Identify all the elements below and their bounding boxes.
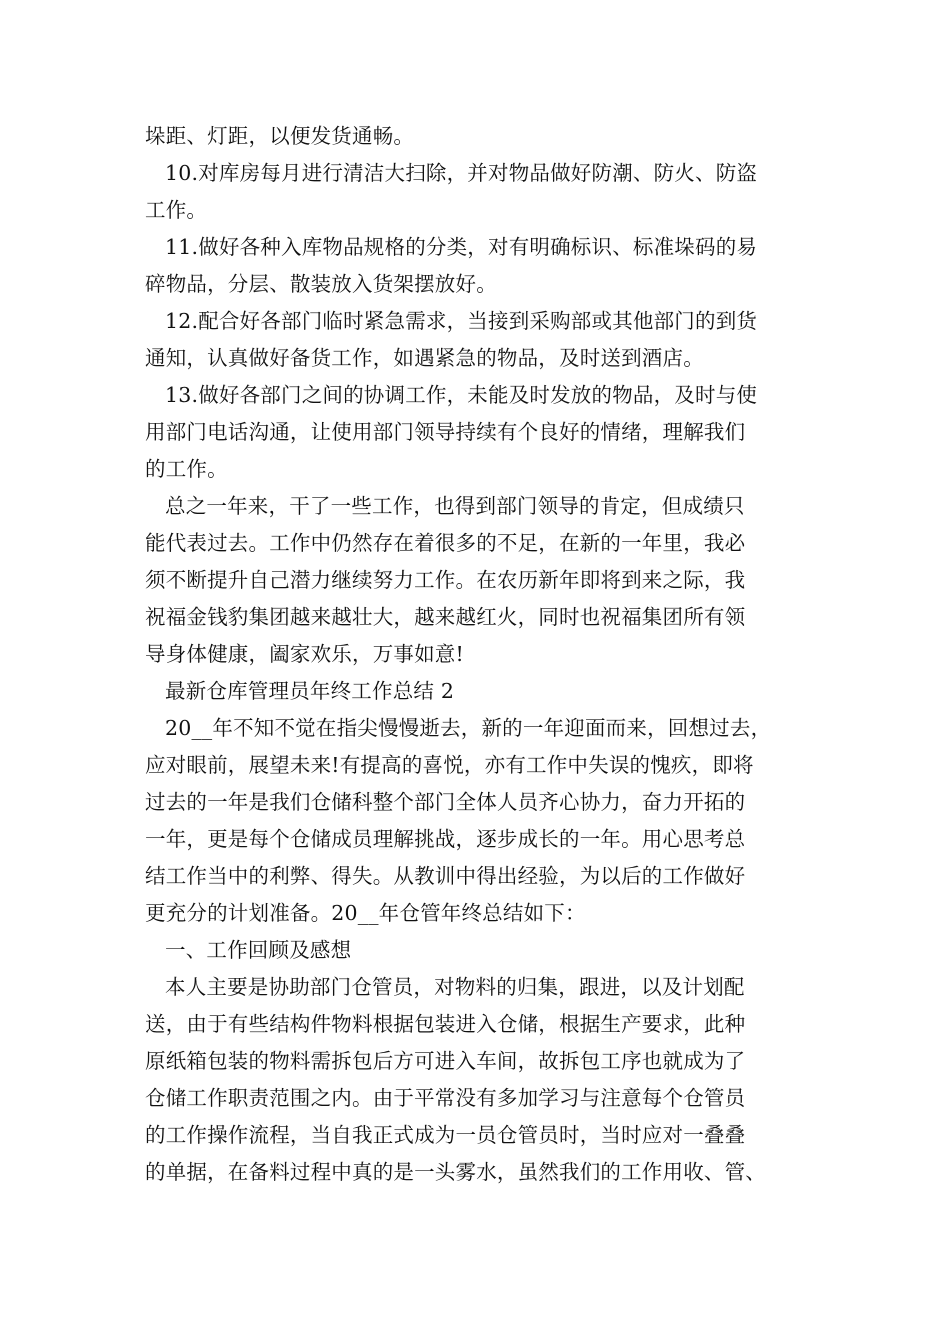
text-line: 本人主要是协助部门仓管员，对物料的归集，跟进，以及计划配 — [165, 975, 745, 999]
text-line: 12.配合好各部门临时紧急需求，当接到采购部或其他部门的到货 — [165, 309, 758, 333]
document-body — [145, 118, 825, 1191]
text-line: 结工作当中的利弊、得失。从教训中得出经验，为以后的工作做好 — [145, 864, 746, 888]
text-line: 送，由于有些结构件物料根据包装进入仓储，根据生产要求，此种 — [145, 1012, 746, 1036]
text-line: 13.做好各部门之间的协调工作，未能及时发放的物品，及时与使 — [165, 383, 758, 407]
text-line: 仓储工作职责范围之内。由于平常没有多加学习与注意每个仓管员 — [145, 1086, 746, 1110]
text-line: 须不断提升自己潜力继续努力工作。在农历新年即将到来之际，我 — [145, 568, 746, 592]
text-line: 工作。 — [145, 198, 208, 222]
text-line: 11.做好各种入库物品规格的分类，对有明确标识、标准垛码的易 — [165, 235, 758, 259]
text-line: 祝福金钱豹集团越来越壮大，越来越红火，同时也祝福集团所有领 — [145, 605, 746, 629]
text-line: 总之一年来，干了一些工作，也得到部门领导的肯定，但成绩只 — [165, 494, 745, 518]
subsection-heading: 一、工作回顾及感想 — [165, 938, 352, 962]
section-heading: 最新仓库管理员年终工作总结 2 — [165, 679, 455, 703]
text-line: 的工作操作流程，当自我正式成为一员仓管员时，当时应对一叠叠 — [145, 1123, 746, 1147]
text-line: 的单据，在备料过程中真的是一头雾水，虽然我们的工作用收、管、 — [145, 1160, 766, 1184]
text-line: 更充分的计划准备。20__年仓管年终总结如下： — [145, 901, 586, 925]
text-line: 通知，认真做好备货工作，如遇紧急的物品，及时送到酒店。 — [145, 346, 704, 370]
text-line: 原纸箱包装的物料需拆包后方可进入车间，故拆包工序也就成为了 — [145, 1049, 746, 1073]
text-line: 一年，更是每个仓储成员理解挑战，逐步成长的一年。用心思考总 — [145, 827, 746, 851]
text-line: 的工作。 — [145, 457, 228, 481]
text-line: 用部门电话沟通，让使用部门领导持续有个良好的情绪，理解我们 — [145, 420, 746, 444]
text-line: 10.对库房每月进行清洁大扫除，并对物品做好防潮、防火、防盗 — [165, 161, 758, 185]
text-line: 能代表过去。工作中仍然存在着很多的不足，在新的一年里，我必 — [145, 531, 746, 555]
text-line: 垛距、灯距，以便发货通畅。 — [145, 124, 415, 148]
text-line: 碎物品，分层、散装放入货架摆放好。 — [145, 272, 497, 296]
text-line: 过去的一年是我们仓储科整个部门全体人员齐心协力，奋力开拓的 — [145, 790, 746, 814]
text-line: 导身体健康，阖家欢乐，万事如意! — [145, 642, 464, 666]
text-line: 20__年不知不觉在指尖慢慢逝去，新的一年迎面而来，回想过去， — [165, 716, 772, 740]
text-line: 应对眼前，展望未来!有提高的喜悦，亦有工作中失误的愧疚，即将 — [145, 753, 754, 777]
